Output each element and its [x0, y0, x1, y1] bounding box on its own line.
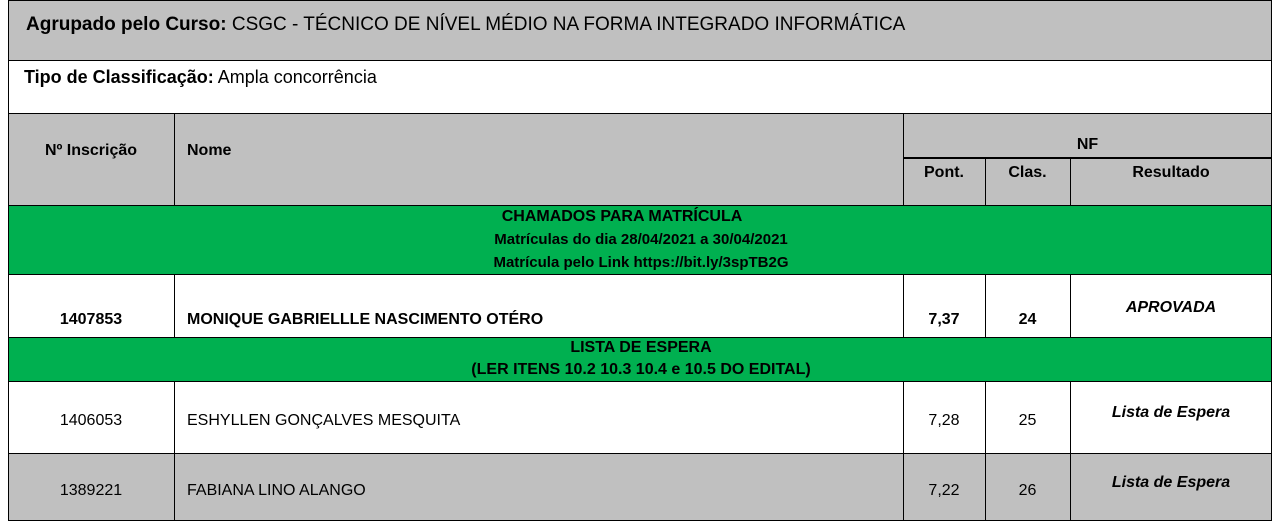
cell-inscricao: 1407853: [59, 311, 123, 328]
header-resultado: Resultado: [1132, 164, 1210, 181]
waitlist-line-2: (LER ITENS 10.2 10.3 10.4 e 10.5 DO EDITAL): [471, 361, 811, 378]
cell-nome: FABIANA LINO ALANGO: [187, 482, 366, 499]
cell-pont: 7,37: [928, 311, 960, 328]
header-divider-1: [174, 113, 175, 206]
header-nf: NF: [1076, 136, 1099, 153]
course-header-text: [26, 14, 905, 36]
classification-text: [24, 67, 377, 88]
cell-clas: 24: [1018, 311, 1037, 328]
called-line-3: Matrícula pelo Link https://bit.ly/3spTB2G: [493, 254, 789, 271]
row-divider: [174, 453, 175, 521]
classification-value: Ampla concorrência: [217, 67, 377, 87]
course-label: Agrupado pelo Curso:: [26, 14, 227, 35]
cell-resultado: APROVADA: [1125, 299, 1217, 316]
cell-inscricao: 1406053: [59, 412, 123, 429]
cell-nome: ESHYLLEN GONÇALVES MESQUITA: [187, 412, 461, 429]
row-divider: [174, 274, 175, 338]
header-divider-2: [903, 113, 904, 206]
row-divider: [174, 381, 175, 454]
classification-type-row: [8, 60, 1272, 114]
header-clas: Clas.: [1008, 164, 1047, 181]
course-header: [8, 0, 1272, 61]
header-nf-underline: [903, 157, 1272, 159]
called-section-banner: [8, 205, 1272, 275]
cell-resultado: Lista de Espera: [1111, 404, 1231, 421]
header-nome: Nome: [187, 142, 232, 159]
waitlist-line-1: LISTA DE ESPERA: [570, 339, 712, 356]
cell-clas: 26: [1018, 482, 1037, 499]
cell-resultado: Lista de Espera: [1111, 474, 1231, 491]
header-inscricao: Nº Inscrição: [44, 142, 138, 159]
waitlist-section-banner: [8, 337, 1272, 382]
called-line-2: Matrículas do dia 28/04/2021 a 30/04/2021: [494, 231, 788, 248]
header-pont: Pont.: [924, 164, 964, 181]
cell-pont: 7,28: [928, 412, 960, 429]
cell-inscricao: 1389221: [59, 482, 123, 499]
cell-pont: 7,22: [928, 482, 960, 499]
cell-nome: MONIQUE GABRIELLLE NASCIMENTO OTÉRO: [187, 311, 544, 328]
classification-label: Tipo de Classificação:: [24, 67, 214, 87]
called-line-1: CHAMADOS PARA MATRÍCULA: [501, 208, 743, 225]
course-value: CSGC - TÉCNICO DE NÍVEL MÉDIO NA FORMA INTEGRADO INFORMÁTICA: [231, 14, 906, 35]
cell-clas: 25: [1018, 412, 1037, 429]
